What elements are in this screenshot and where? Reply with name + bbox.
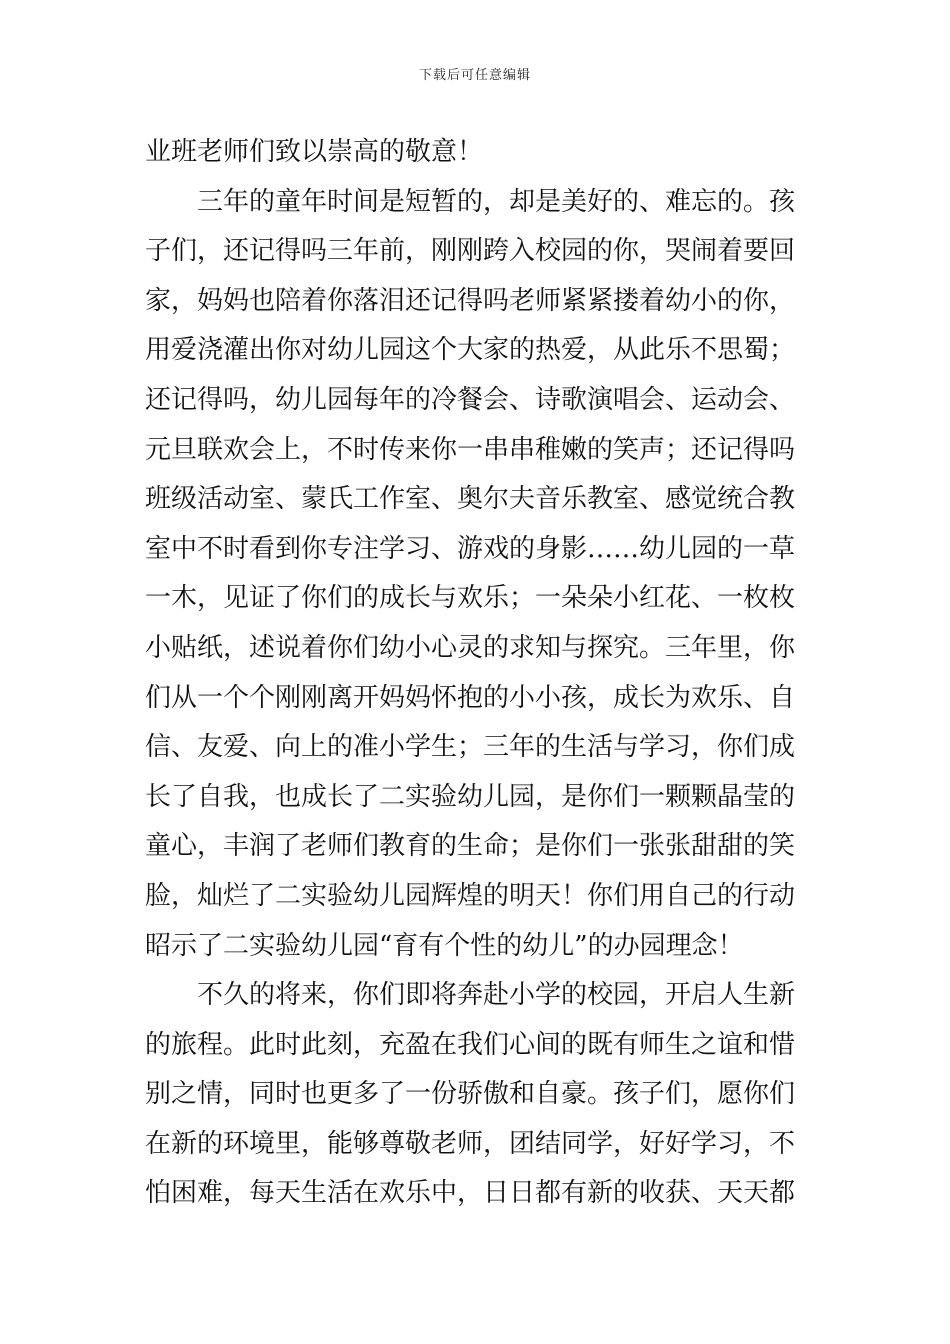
text-line: 家，妈妈也陪着你落泪还记得吗老师紧紧搂着幼小的你， <box>145 285 796 316</box>
text-line: 昭示了二实验幼儿园“育有个性的幼儿”的办园理念！ <box>145 930 744 961</box>
text-line: 脸，灿烂了二实验幼儿园辉煌的明天！你们用自己的行动 <box>145 880 796 911</box>
text-line: 长了自我，也成长了二实验幼儿园，是你们一颗颗晶莹的 <box>145 781 796 812</box>
text-line: 室中不时看到你专注学习、游戏的身影……幼儿园的一草 <box>145 533 796 564</box>
text-line: 们从一个个刚刚离开妈妈怀抱的小小孩，成长为欢乐、自 <box>145 682 796 713</box>
text-line: 班级活动室、蒙氏工作室、奥尔夫音乐教室、感觉统合教 <box>145 484 796 515</box>
text-line: 还记得吗，幼儿园每年的冷餐会、诗歌演唱会、运动会、 <box>145 384 796 415</box>
text-line: 一木，见证了你们的成长与欢乐；一朵朵小红花、一枚枚 <box>145 583 796 614</box>
text-line: 三年的童年时间是短暂的，却是美好的、难忘的。孩 <box>197 186 796 217</box>
text-line: 童心，丰润了老师们教育的生命；是你们一张张甜甜的笑 <box>145 831 796 862</box>
text-line: 不久的将来，你们即将奔赴小学的校园，开启人生新 <box>197 980 796 1011</box>
text-line: 元旦联欢会上，不时传来你一串串稚嫩的笑声；还记得吗 <box>145 434 796 465</box>
text-line: 在新的环境里，能够尊敬老师，团结同学，好好学习，不 <box>145 1128 796 1159</box>
text-line: 信、友爱、向上的准小学生；三年的生活与学习，你们成 <box>145 732 796 763</box>
page-header: 下载后可任意编辑 <box>418 68 531 83</box>
text-line: 业班老师们致以崇高的敬意！ <box>145 137 484 167</box>
text-line: 小贴纸，述说着你们幼小心灵的求知与探究。三年里，你 <box>145 632 796 663</box>
text-line: 的旅程。此时此刻，充盈在我们心间的既有师生之谊和惜 <box>145 1029 796 1060</box>
text-line: 子们，还记得吗三年前，刚刚跨入校园的你，哭闹着要回 <box>145 236 796 267</box>
body-text <box>145 128 815 1219</box>
text-line: 别之情，同时也更多了一份骄傲和自豪。孩子们，愿你们 <box>145 1079 796 1110</box>
text-line: 用爱浇灌出你对幼儿园这个大家的热爱，从此乐不思蜀； <box>145 335 796 366</box>
text-line: 怕困难，每天生活在欢乐中，日日都有新的收获、天天都 <box>145 1178 796 1209</box>
